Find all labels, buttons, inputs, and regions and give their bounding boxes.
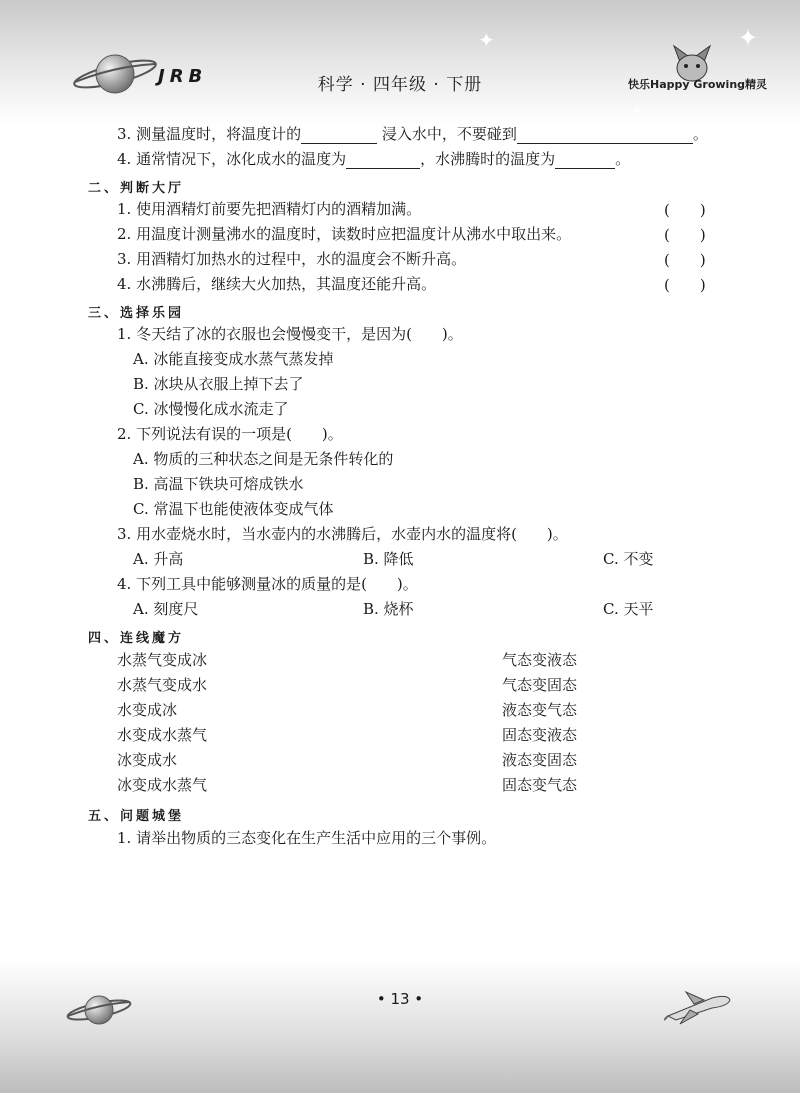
answer-blank[interactable]: [346, 152, 420, 169]
match-right-item[interactable]: 固态变气态: [502, 776, 578, 794]
judge-item: 1. 使用酒精灯前要先把酒精灯内的酒精加满。: [117, 200, 422, 218]
choice-option[interactable]: B. 冰块从衣服上掉下去了: [133, 375, 304, 393]
match-left-item[interactable]: 水变成水蒸气: [117, 726, 208, 744]
fill-question-3: 3. 测量温度时，将温度计的 浸入水中，不要碰到 。: [117, 125, 708, 143]
brand-badge: 快乐Happy Growing精灵: [628, 78, 768, 91]
choice-stem: 3. 用水壶烧水时，当水壶内的水沸腾后，水壶内水的温度将( )。: [117, 525, 568, 543]
logo-text: JRB: [158, 66, 208, 87]
choice-option[interactable]: B. 降低: [363, 550, 414, 568]
match-left-item[interactable]: 冰变成水蒸气: [117, 776, 208, 794]
judge-item: 3. 用酒精灯加热水的过程中，水的温度会不断升高。: [117, 250, 467, 268]
judge-item: 4. 水沸腾后，继续大火加热，其温度还能升高。: [117, 275, 437, 293]
fill-question-4: 4. 通常情况下，冰化成水的温度为 ，水沸腾时的温度为 。: [117, 150, 631, 168]
page-title: 科学 · 四年级 · 下册: [317, 75, 483, 95]
match-left-item[interactable]: 水蒸气变成冰: [117, 651, 208, 669]
open-question: 1. 请举出物质的三态变化在生产生活中应用的三个事例。: [117, 829, 497, 847]
answer-blank[interactable]: [555, 152, 615, 169]
match-left-item[interactable]: 冰变成水: [117, 751, 178, 769]
choice-stem: 1. 冬天结了冰的衣服也会慢慢变干，是因为( )。: [117, 325, 463, 343]
answer-paren[interactable]: ( ): [664, 276, 706, 294]
answer-paren[interactable]: ( ): [664, 251, 706, 269]
section-title-choice: 三、选择乐园: [88, 306, 185, 321]
match-right-item[interactable]: 气态变固态: [502, 676, 578, 694]
answer-paren[interactable]: ( ): [664, 226, 706, 244]
judge-item: 2. 用温度计测量沸水的温度时，读数时应把温度计从沸水中取出来。: [117, 225, 572, 243]
space-shuttle-icon: [664, 986, 734, 1028]
choice-option[interactable]: B. 高温下铁块可熔成铁水: [133, 475, 304, 493]
match-left-item[interactable]: 水蒸气变成水: [117, 676, 208, 694]
choice-option[interactable]: A. 刻度尺: [133, 600, 199, 618]
match-right-item[interactable]: 气态变液态: [502, 651, 578, 669]
section-title-match: 四、连线魔方: [88, 631, 185, 646]
match-right-item[interactable]: 液态变气态: [502, 701, 578, 719]
section-title-question: 五、问题城堡: [88, 809, 185, 824]
star-icon: ✦: [478, 28, 495, 52]
section-title-judge: 二、判断大厅: [88, 181, 185, 196]
choice-option[interactable]: A. 升高: [133, 550, 184, 568]
star-icon: ✦: [738, 24, 759, 52]
choice-option[interactable]: A. 冰能直接变成水蒸气蒸发掉: [133, 350, 334, 368]
choice-option[interactable]: C. 天平: [603, 600, 654, 618]
choice-stem: 2. 下列说法有误的一项是( )。: [117, 425, 343, 443]
answer-blank[interactable]: [517, 127, 693, 144]
match-right-item[interactable]: 液态变固态: [502, 751, 578, 769]
choice-option[interactable]: C. 常温下也能使液体变成气体: [133, 500, 334, 518]
page-number: • 13 •: [376, 990, 424, 1008]
match-right-item[interactable]: 固态变液态: [502, 726, 578, 744]
choice-option[interactable]: A. 物质的三种状态之间是无条件转化的: [133, 450, 394, 468]
choice-stem: 4. 下列工具中能够测量冰的质量的是( )。: [117, 575, 418, 593]
match-left-item[interactable]: 水变成冰: [117, 701, 178, 719]
choice-option[interactable]: C. 不变: [603, 550, 654, 568]
answer-paren[interactable]: ( ): [664, 201, 706, 219]
star-icon: ✦: [632, 103, 643, 117]
choice-option[interactable]: B. 烧杯: [363, 600, 414, 618]
answer-blank[interactable]: [301, 127, 377, 144]
choice-option[interactable]: C. 冰慢慢化成水流走了: [133, 400, 289, 418]
